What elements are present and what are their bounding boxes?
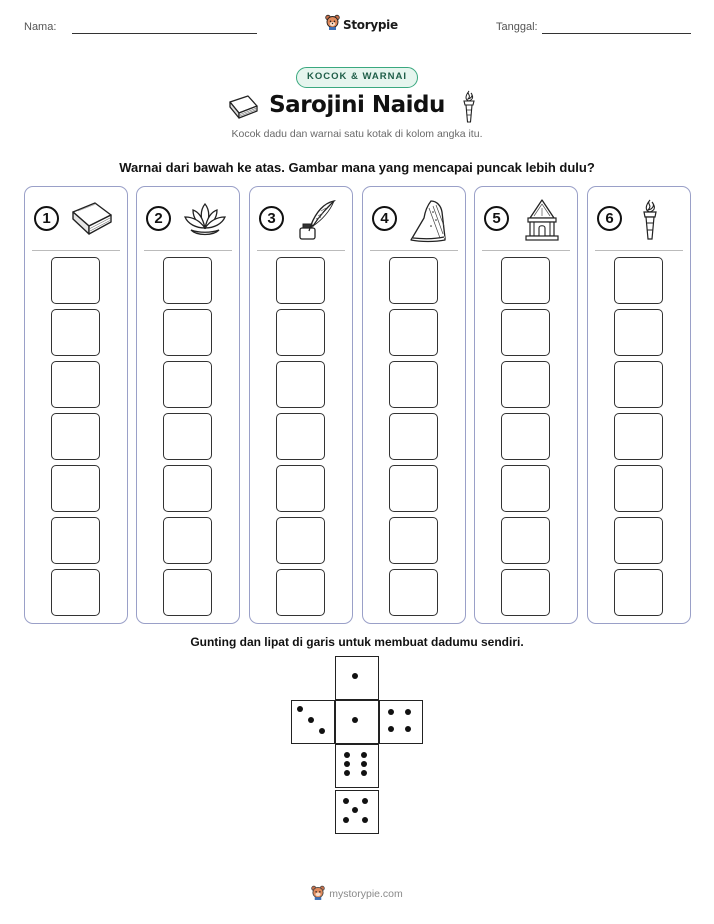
bear-mascot-icon [325,14,340,35]
color-box[interactable] [614,465,663,512]
die-pip [405,726,411,732]
die-face-4 [379,700,423,744]
column-divider [32,250,120,251]
die-pip [361,770,367,776]
color-box[interactable] [276,361,325,408]
column-header [25,187,127,251]
color-box[interactable] [51,465,100,512]
column-header [588,187,690,251]
color-box[interactable] [389,309,438,356]
color-box[interactable] [51,413,100,460]
column-divider [144,250,232,251]
color-box[interactable] [501,361,550,408]
die-face-1 [335,656,379,700]
die-pip [344,770,350,776]
color-boxes [51,257,100,621]
color-boxes [614,257,663,621]
color-box[interactable] [501,309,550,356]
color-box[interactable] [614,569,663,616]
color-box[interactable] [276,413,325,460]
quill-inkpot-icon [294,198,340,247]
color-box[interactable] [501,517,550,564]
die-pip [308,717,314,723]
die-pip [352,673,358,679]
die-pip [352,807,358,813]
color-box[interactable] [614,413,663,460]
die-pip [362,798,368,804]
title-area [0,90,714,126]
column-divider [257,250,345,251]
brand-name: Storypie [343,17,398,32]
race-columns [24,186,690,624]
color-box[interactable] [389,413,438,460]
brand-logo [325,14,398,35]
column-divider [370,250,458,251]
color-box[interactable] [501,465,550,512]
color-box[interactable] [276,569,325,616]
saree-icon [407,198,453,249]
die-pip [319,728,325,734]
color-box[interactable] [389,517,438,564]
color-boxes [276,257,325,621]
color-box[interactable] [614,309,663,356]
die-pip [361,761,367,767]
die-pip [344,761,350,767]
color-box[interactable] [51,569,100,616]
color-boxes [389,257,438,621]
color-box[interactable] [389,361,438,408]
color-box[interactable] [276,465,325,512]
column-number: 4 [372,206,397,231]
color-box[interactable] [389,257,438,304]
die-pip [362,817,368,823]
column-number: 6 [597,206,622,231]
column-3 [249,186,353,624]
activity-badge: KOCOK & WARNAI [296,67,418,88]
color-box[interactable] [51,517,100,564]
subtitle: Kocok dadu dan warnai satu kotak di kolom angka itu. [231,128,483,140]
color-box[interactable] [163,465,212,512]
color-box[interactable] [614,517,663,564]
color-box[interactable] [51,309,100,356]
color-box[interactable] [51,361,100,408]
color-box[interactable] [276,517,325,564]
color-box[interactable] [51,257,100,304]
book-icon [69,198,115,245]
column-1 [24,186,128,624]
color-box[interactable] [163,309,212,356]
column-5 [474,186,578,624]
color-boxes [501,257,550,621]
die-face-1 [335,700,379,744]
column-header [475,187,577,251]
date-field[interactable] [542,33,691,34]
die-pip [352,717,358,723]
color-box[interactable] [389,569,438,616]
column-number: 1 [34,206,59,231]
footer [0,885,714,903]
color-box[interactable] [163,257,212,304]
color-boxes [163,257,212,621]
die-face-3 [291,700,335,744]
column-divider [595,250,683,251]
date-label: Tanggal: [496,21,538,33]
die-pip [297,706,303,712]
die-pip [405,709,411,715]
footer-url[interactable]: mystorypie.com [329,888,403,900]
die-pip [343,817,349,823]
color-box[interactable] [163,517,212,564]
column-2 [136,186,240,624]
die-pip [388,726,394,732]
column-header [137,187,239,251]
column-number: 5 [484,206,509,231]
color-box[interactable] [276,257,325,304]
die-pip [344,752,350,758]
color-box[interactable] [614,257,663,304]
instruction-text: Warnai dari bawah ke atas. Gambar mana yang mencapai puncak lebih dulu? [119,160,595,175]
die-face-5 [335,790,379,834]
header-row [24,14,692,42]
column-4 [362,186,466,624]
torch-icon [459,90,479,129]
color-box[interactable] [276,309,325,356]
column-number: 3 [259,206,284,231]
column-header [250,187,352,251]
column-6 [587,186,691,624]
color-box[interactable] [501,257,550,304]
column-divider [482,250,570,251]
bear-mascot-icon [311,885,325,903]
color-box[interactable] [501,413,550,460]
name-field[interactable] [72,33,257,34]
die-pip [361,752,367,758]
die-pip [388,709,394,715]
column-header [363,187,465,251]
lotus-icon [181,198,229,245]
color-box[interactable] [163,413,212,460]
color-box[interactable] [501,569,550,616]
name-label: Nama: [24,21,57,33]
page-title: Sarojini Naidu [269,92,445,118]
torch-icon [638,198,662,247]
die-pip [343,798,349,804]
color-box[interactable] [389,465,438,512]
cut-instruction: Gunting dan lipat di garis untuk membuat dadumu sendiri. [190,635,524,649]
color-box[interactable] [614,361,663,408]
color-box[interactable] [163,569,212,616]
color-box[interactable] [163,361,212,408]
column-number: 2 [146,206,171,231]
die-face-6 [335,744,379,788]
temple-icon [519,198,565,247]
